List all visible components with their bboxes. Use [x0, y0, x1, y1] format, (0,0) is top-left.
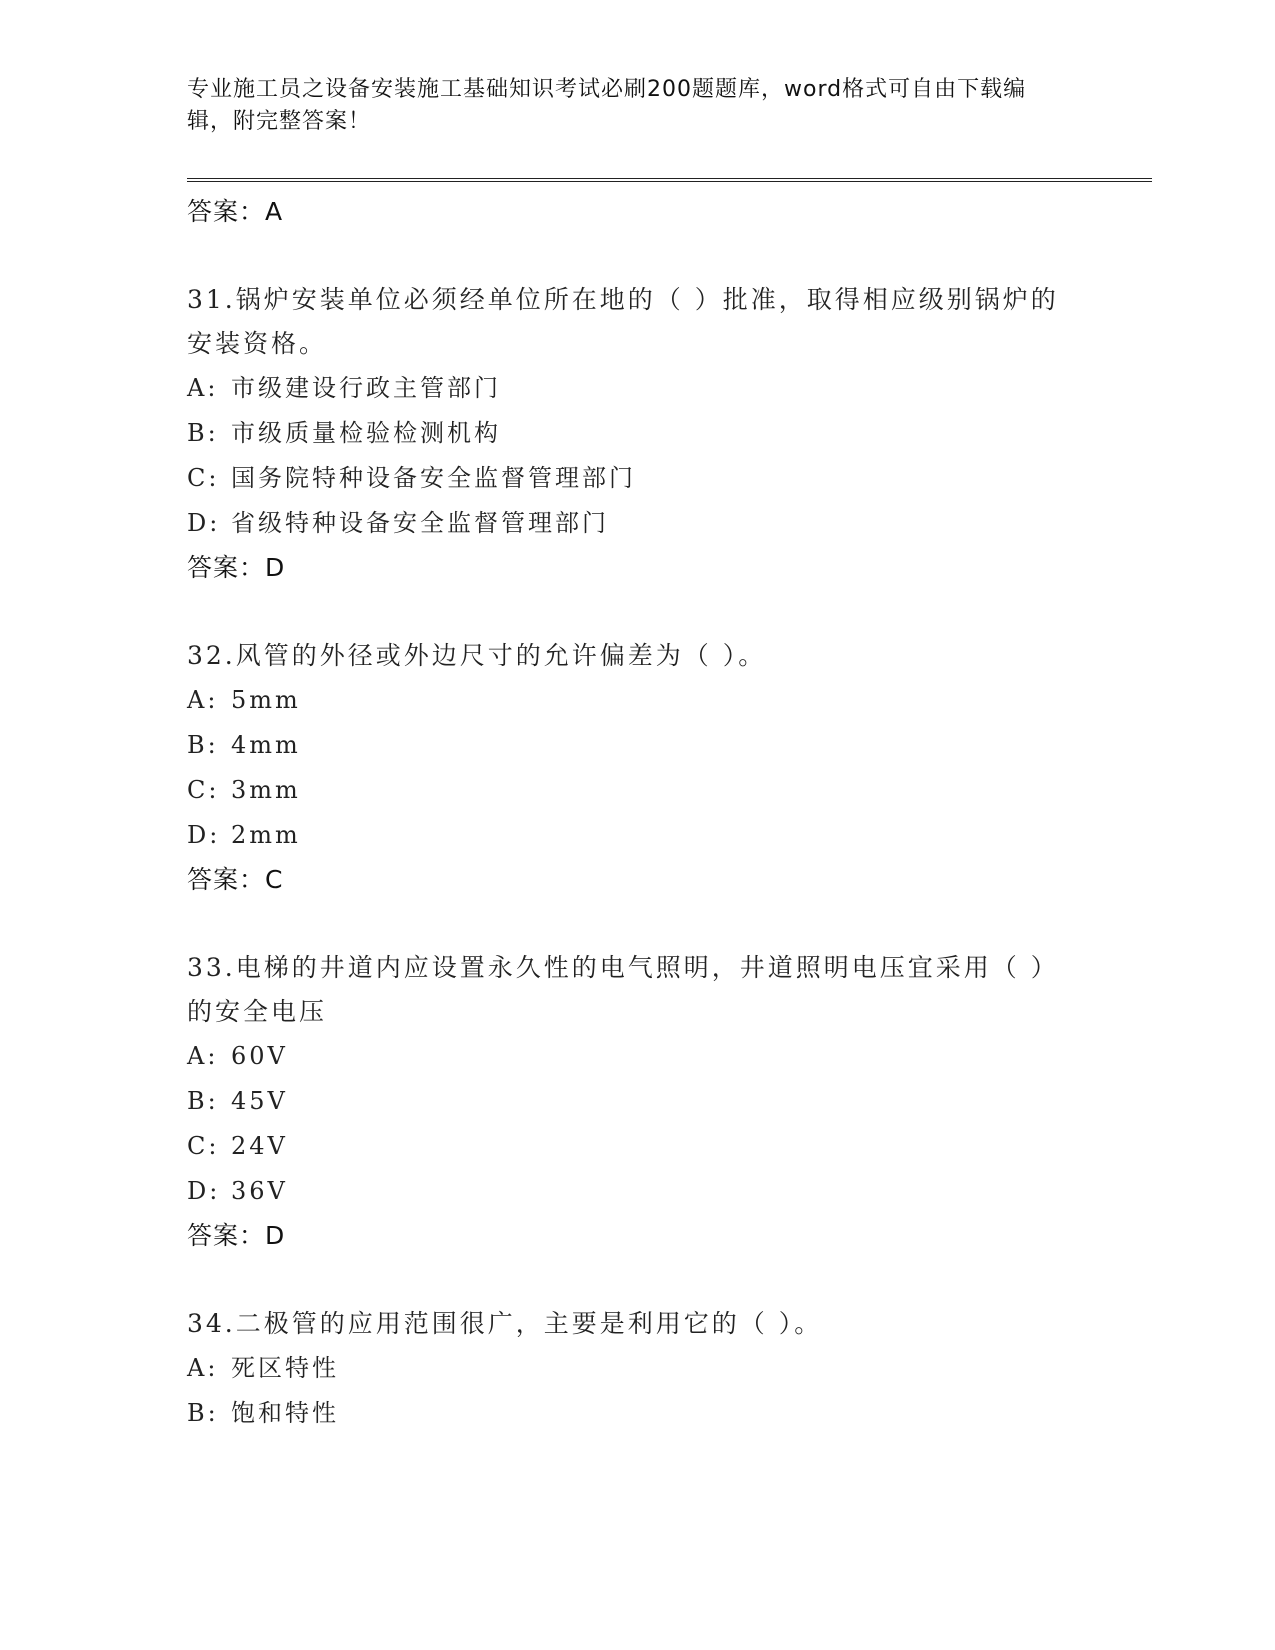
option-text: 45V: [231, 1087, 288, 1115]
option-text: 36V: [231, 1177, 288, 1205]
option-letter: B:: [187, 1399, 219, 1427]
option-item: [187, 1346, 1067, 1391]
option-item: [187, 1079, 1067, 1124]
option-item: [187, 723, 1067, 768]
option-item: [187, 1124, 1067, 1169]
option-text: 饱和特性: [231, 1399, 339, 1427]
option-letter: C:: [187, 1132, 220, 1160]
option-text: 4mm: [231, 731, 301, 759]
question-text: 33.电梯的井道内应设置永久性的电气照明，井道照明电压宜采用（ ）的安全电压: [187, 953, 1059, 1026]
question-text: 31.锅炉安装单位必须经单位所在地的（ ）批准，取得相应级别锅炉的安装资格。: [187, 285, 1059, 358]
option-letter: A:: [187, 686, 219, 714]
option-letter: A:: [187, 1042, 219, 1070]
question-item: [187, 278, 1067, 586]
question-text: 32.风管的外径或外边尺寸的允许偏差为（ ）。: [187, 641, 767, 670]
question-item: [187, 946, 1067, 1254]
option-item: [187, 456, 1067, 501]
header-divider: [187, 178, 1152, 182]
option-item: [187, 501, 1067, 546]
option-letter: D:: [187, 1177, 221, 1205]
document-header-title: 专业施工员之设备安装施工基础知识考试必刷200题题库，word格式可自由下载编辑，附完整答案！: [187, 77, 1027, 134]
option-text: 5mm: [231, 686, 301, 714]
option-letter: C:: [187, 776, 220, 804]
option-item: [187, 366, 1067, 411]
option-text: 省级特种设备安全监督管理部门: [231, 509, 609, 537]
question-item: [187, 1302, 1067, 1436]
option-letter: D:: [187, 821, 221, 849]
option-text: 市级质量检验检测机构: [231, 419, 501, 447]
option-text: 市级建设行政主管部门: [231, 374, 501, 402]
answer-line: 答案：C: [187, 865, 284, 894]
answer-line: 答案：D: [187, 1221, 286, 1250]
question-list: [187, 190, 1067, 1436]
option-text: 3mm: [231, 776, 301, 804]
option-text: 60V: [231, 1042, 288, 1070]
answer-line: 答案：D: [187, 553, 286, 582]
option-letter: D:: [187, 509, 221, 537]
option-letter: C:: [187, 464, 220, 492]
answer-line: 答案：A: [187, 197, 284, 226]
question-item: [187, 634, 1067, 898]
option-letter: A:: [187, 1354, 219, 1382]
option-letter: A:: [187, 374, 219, 402]
option-text: 24V: [231, 1132, 288, 1160]
option-letter: B:: [187, 731, 219, 759]
option-item: [187, 1169, 1067, 1214]
option-text: 2mm: [231, 821, 301, 849]
option-text: 死区特性: [231, 1354, 339, 1382]
option-item: [187, 768, 1067, 813]
option-text: 国务院特种设备安全监督管理部门: [231, 464, 636, 492]
option-item: [187, 1391, 1067, 1436]
option-item: [187, 678, 1067, 723]
option-letter: B:: [187, 419, 219, 447]
option-item: [187, 411, 1067, 456]
option-item: [187, 813, 1067, 858]
option-letter: B:: [187, 1087, 219, 1115]
question-text: 34.二极管的应用范围很广，主要是利用它的（ ）。: [187, 1309, 823, 1338]
option-item: [187, 1034, 1067, 1079]
